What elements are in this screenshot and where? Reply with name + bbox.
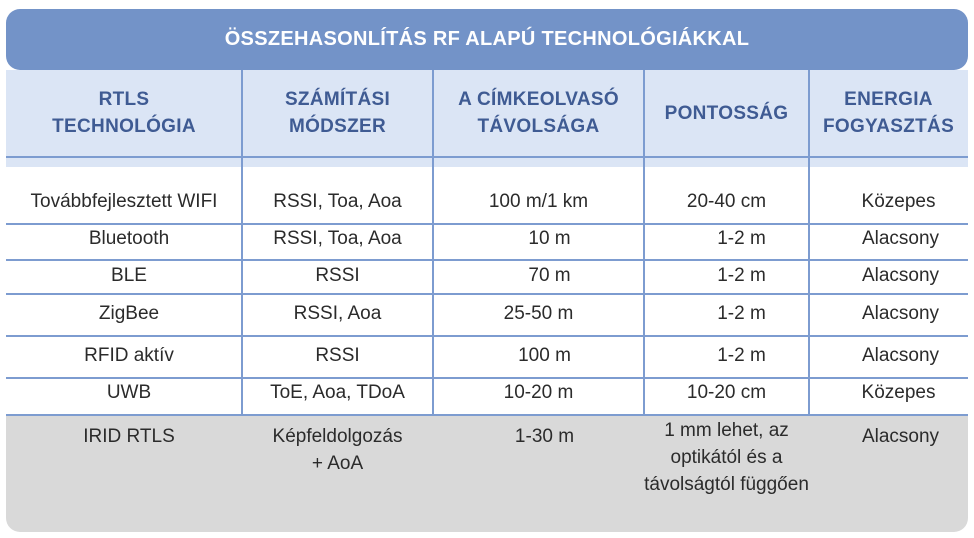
header-accuracy <box>644 70 809 156</box>
table-cell <box>242 423 433 483</box>
table-cell: RFID aktív <box>84 344 174 366</box>
table-cell: 25-50 m <box>503 302 574 324</box>
table-cell: 10-20 m <box>503 381 574 403</box>
table-cell: Alacsony <box>861 426 940 447</box>
grid-line <box>6 414 968 416</box>
header-energy-consumption <box>809 70 968 156</box>
table-cell: 1-2 m <box>717 227 766 249</box>
table-cell: ZigBee <box>98 302 160 324</box>
table-cell: Bluetooth <box>88 227 170 249</box>
header-line: A CÍMKEOLVASÓ <box>458 89 619 110</box>
grid-line <box>6 293 968 295</box>
table-cell: 20-40 cm <box>686 190 767 212</box>
header-calculation-method <box>242 70 433 156</box>
table-cell: RSSI, Toa, Aoa <box>273 190 402 212</box>
table-cell: IRID RTLS <box>83 426 175 447</box>
table-cell: Alacsony <box>861 344 940 366</box>
table-cell: 1-2 m <box>717 302 766 324</box>
table-cell: 100 m/1 km <box>488 190 589 212</box>
table-cell <box>634 417 819 507</box>
comparison-table <box>6 70 968 532</box>
table-cell: Alacsony <box>861 264 940 286</box>
grid-line <box>6 156 968 158</box>
table-cell: Alacsony <box>861 302 940 324</box>
header-line: SZÁMÍTÁSI <box>284 89 391 110</box>
header-line: MÓDSZER <box>288 116 387 137</box>
header-line: FOGYASZTÁS <box>822 116 955 137</box>
cell-line: 1 mm lehet, az <box>664 420 789 441</box>
table-cell: UWB <box>106 381 152 403</box>
table-cell: Alacsony <box>861 227 940 249</box>
table-title: ÖSSZEHASONLÍTÁS RF ALAPÚ TECHNOLÓGIÁKKAL <box>6 9 968 70</box>
cell-line: + AoA <box>311 453 364 474</box>
table-cell: RSSI, Aoa <box>293 302 382 324</box>
table-cell: BLE <box>111 264 147 286</box>
table-cell: RSSI, Toa, Aoa <box>273 227 402 249</box>
header-line: TECHNOLÓGIA <box>52 116 196 137</box>
header-line: TÁVOLSÁGA <box>477 116 600 137</box>
table-cell: 10-20 cm <box>686 381 767 403</box>
table-cell: 1-2 m <box>717 264 766 286</box>
table-cell: RSSI <box>315 344 360 366</box>
header-line: RTLS <box>98 89 150 110</box>
table-cell: 1-2 m <box>717 344 766 366</box>
cell-line: optikától és a <box>670 447 783 468</box>
table-cell: Továbbfejlesztett WIFI <box>30 190 218 212</box>
header-reader-range <box>433 70 644 156</box>
table-cell: 10 m <box>528 227 571 249</box>
table-cell: Közepes <box>861 381 936 403</box>
header-line: PONTOSSÁG <box>664 102 789 124</box>
table-cell: ToE, Aoa, TDoA <box>270 381 405 403</box>
header-rtls-technology <box>6 70 242 156</box>
table-cell: RSSI <box>315 264 360 286</box>
table-cell: 100 m <box>518 344 571 366</box>
cell-line: távolságtól függően <box>644 474 809 495</box>
cell-line: Képfeldolgozás <box>272 426 403 447</box>
table-cell: 1-30 m <box>514 426 575 447</box>
table-cell: Közepes <box>861 190 936 212</box>
header-line: ENERGIA <box>844 89 933 110</box>
table-cell: 70 m <box>528 264 571 286</box>
grid-line <box>6 335 968 337</box>
